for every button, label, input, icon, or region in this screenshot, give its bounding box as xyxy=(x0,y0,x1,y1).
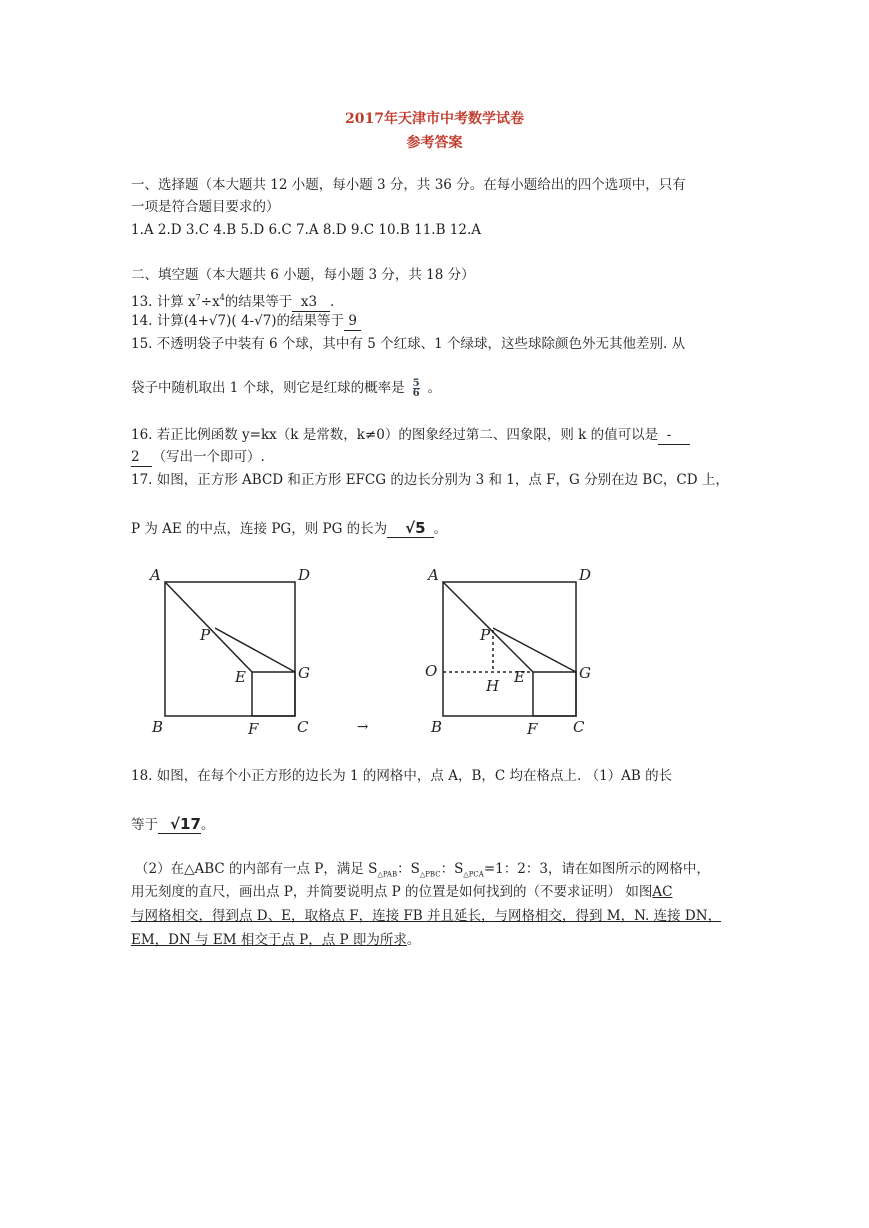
page-title: 2017年天津市中考数学试卷 xyxy=(345,111,524,127)
label-O: O xyxy=(425,662,438,680)
section1-intro-line2: 一项是符合题目要求的） xyxy=(131,199,280,215)
label-P: P xyxy=(200,626,211,644)
answer-13: x3 xyxy=(292,294,330,310)
label-E: E xyxy=(514,668,525,686)
label-B: B xyxy=(152,718,164,736)
answer-18-1: √17 xyxy=(158,815,201,834)
page-subtitle: 参考答案 xyxy=(406,135,463,151)
label-E: E xyxy=(235,668,246,686)
answer-17: √5 xyxy=(387,519,433,538)
answer-14: 9 xyxy=(344,313,362,329)
label-B: B xyxy=(431,718,443,736)
question-16-line1: 16. 若正比例函数 y=kx（k 是常数，k≠0）的图象经过第二、四象限，则 k 的值可以是 - xyxy=(131,426,690,445)
question-18-line2: 等于 √17。 xyxy=(131,815,215,833)
label-A: A xyxy=(150,566,161,584)
question-17-line2: P 为 AE 的中点，连接 PG，则 PG 的长为 √5 。 xyxy=(131,519,448,537)
label-D: D xyxy=(579,566,592,584)
label-F: F xyxy=(527,720,538,738)
question-17-line1: 17. 如图，正方形 ABCD 和正方形 EFCG 的边长分别为 3 和 1，点 F，G 分别在边 BC，CD 上， xyxy=(131,472,729,488)
question-15-line1: 15. 不透明袋子中装有 6 个球，其中有 5 个红球、1 个绿球，这些球除颜色外无其他差别. 从 xyxy=(131,336,686,352)
label-P: P xyxy=(480,626,491,644)
answer-15-fraction: $\frac{5}{6}$ xyxy=(412,378,420,399)
question-18-part2-line4: EM，DN 与 EM 相交于点 P，点 P 即为所求。 xyxy=(131,932,421,948)
label-H: H xyxy=(486,677,500,695)
label-A: A xyxy=(428,566,439,584)
question-14: 14. 计算(4+√7)( 4-√7)的结果等于 9 xyxy=(131,313,362,329)
question-13: 13. 计算 $x^7\div x^4$的结果等于 x3 . xyxy=(131,293,335,310)
question-18-part2-line2: 用无刻度的直尺，画出点 P，并简要说明点 P 的位置是如何找到的（不要求证明） 如图AC xyxy=(131,884,673,900)
section2-intro: 二、填空题（本大题共 6 小题，每小题 3 分，共 18 分） xyxy=(131,267,475,283)
section1-intro-line1: 一、选择题（本大题共 12 小题，每小题 3 分，共 36 分。在每小题给出的四个选项中，只有 xyxy=(131,177,686,193)
question-15-line2: 袋子中随机取出 1 个球，则它是红球的概率是 $\frac{5}{6}$ 。 xyxy=(131,378,442,399)
label-G: G xyxy=(298,664,310,682)
figure-squares-left xyxy=(145,560,325,740)
question-16-line2: 2 （写出一个即可）. xyxy=(131,449,265,465)
figure-squares-right xyxy=(423,560,603,740)
question-18-line1: 18. 如图，在每个小正方形的边长为 1 的网格中，点 A，B，C 均在格点上. （1）AB 的长 xyxy=(131,768,673,784)
question-18-part2-line1: （2）在△ABC 的内部有一点 P，满足 $S_{\triangle PAB}$：$S_{\triangle PBC}$：$S_{\triangle PCA}=1$：2：3，请在如图所示的网格中， xyxy=(135,861,710,879)
label-F: F xyxy=(248,720,259,738)
label-C: C xyxy=(573,718,585,736)
label-D: D xyxy=(298,566,311,584)
label-C: C xyxy=(297,718,309,736)
answer-16: 2 xyxy=(131,449,153,465)
section1-answers: 1.A 2.D 3.C 4.B 5.D 6.C 7.A 8.D 9.C 10.B 11.B 12.A xyxy=(131,222,482,238)
arrow: → xyxy=(357,719,369,735)
label-G: G xyxy=(579,664,591,682)
question-18-part2-line3: 与网格相交，得到点 D、E，取格点 F，连接 FB 并且延长，与网格相交，得到 M，N. 连接 DN， xyxy=(131,908,722,924)
